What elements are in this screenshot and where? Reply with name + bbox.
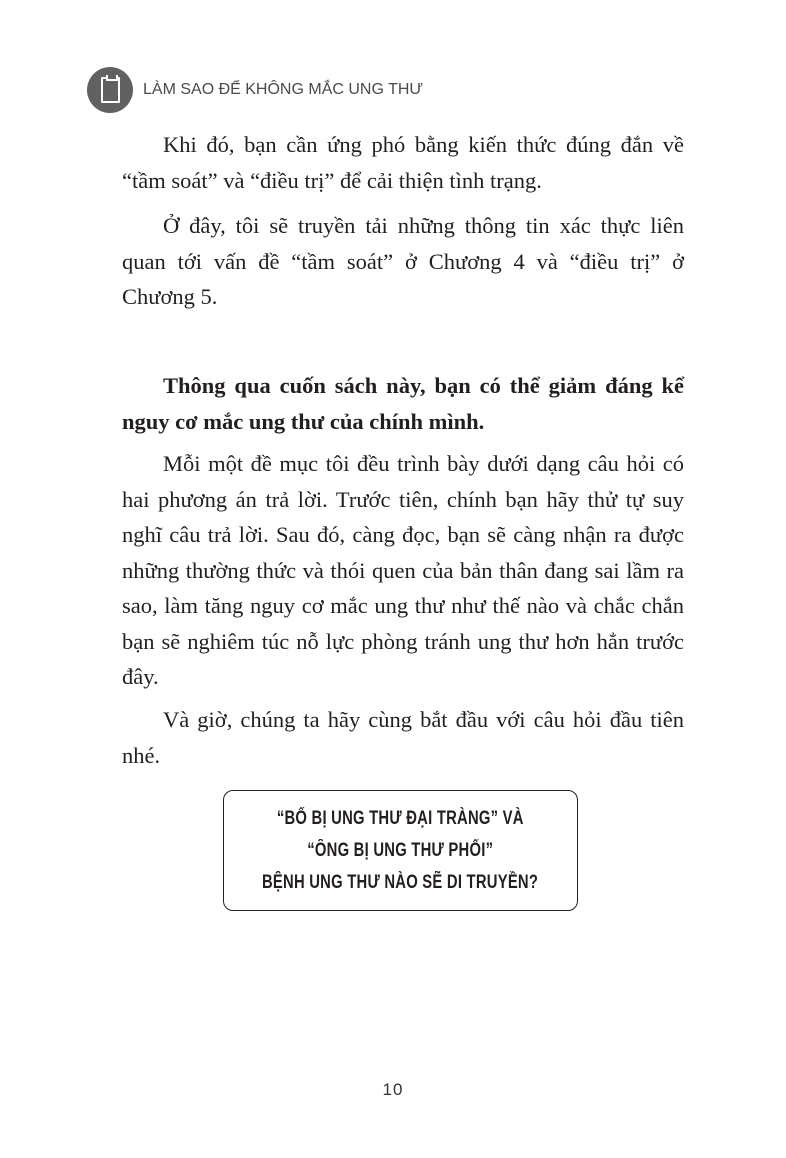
running-header xyxy=(87,67,423,113)
paragraph-text: Mỗi một đề mục tôi đều trình bày dưới dạng câu hỏi có hai phương án trả lời. Trước tiên, chính bạn hãy thử tự suy nghĩ câu trả lời. Sau đó, càng đọc, bạn sẽ càng nhận ra được những thường thức và thói quen của bản thân đang sai lầm ra sao, làm tăng nguy cơ mắc ung thư như thế nào và chắc chắn bạn sẽ nghiêm túc nỗ lực phòng tránh ung thư hơn hẳn trước đây. xyxy=(122,451,684,689)
clipboard-tab xyxy=(106,75,118,81)
page-number: 10 xyxy=(382,1080,404,1099)
paragraph-1 xyxy=(122,127,684,198)
question-line-3: BỆNH UNG THƯ NÀO SẼ DI TRUYỀN? xyxy=(262,871,539,893)
clipboard-icon xyxy=(87,67,133,113)
question-line-1: “BỐ BỊ UNG THƯ ĐẠI TRÀNG” VÀ xyxy=(277,807,524,829)
paragraph-text: Thông qua cuốn sách này, bạn có thể giảm đáng kể nguy cơ mắc ung thư của chính mình. xyxy=(122,373,684,434)
question-box xyxy=(223,790,578,911)
bold-paragraph xyxy=(122,368,684,439)
question-line-2: “ÔNG BỊ UNG THƯ PHỔI” xyxy=(307,839,494,861)
paragraph-text: Khi đó, bạn cần ứng phó bằng kiến thức đúng đắn về “tầm soát” và “điều trị” để cải thiện tình trạng. xyxy=(122,132,684,193)
paragraph-text: Và giờ, chúng ta hãy cùng bắt đầu với câu hỏi đầu tiên nhé. xyxy=(122,707,684,768)
paragraph-5 xyxy=(122,702,684,773)
paragraph-4 xyxy=(122,446,684,695)
book-title-header: LÀM SAO ĐỂ KHÔNG MẮC UNG THƯ xyxy=(143,81,424,98)
paragraph-text: Ở đây, tôi sẽ truyền tải những thông tin xác thực liên quan tới vấn đề “tầm soát” ở Chương 4 và “điều trị” ở Chương 5. xyxy=(122,213,684,309)
paragraph-2 xyxy=(122,208,684,315)
